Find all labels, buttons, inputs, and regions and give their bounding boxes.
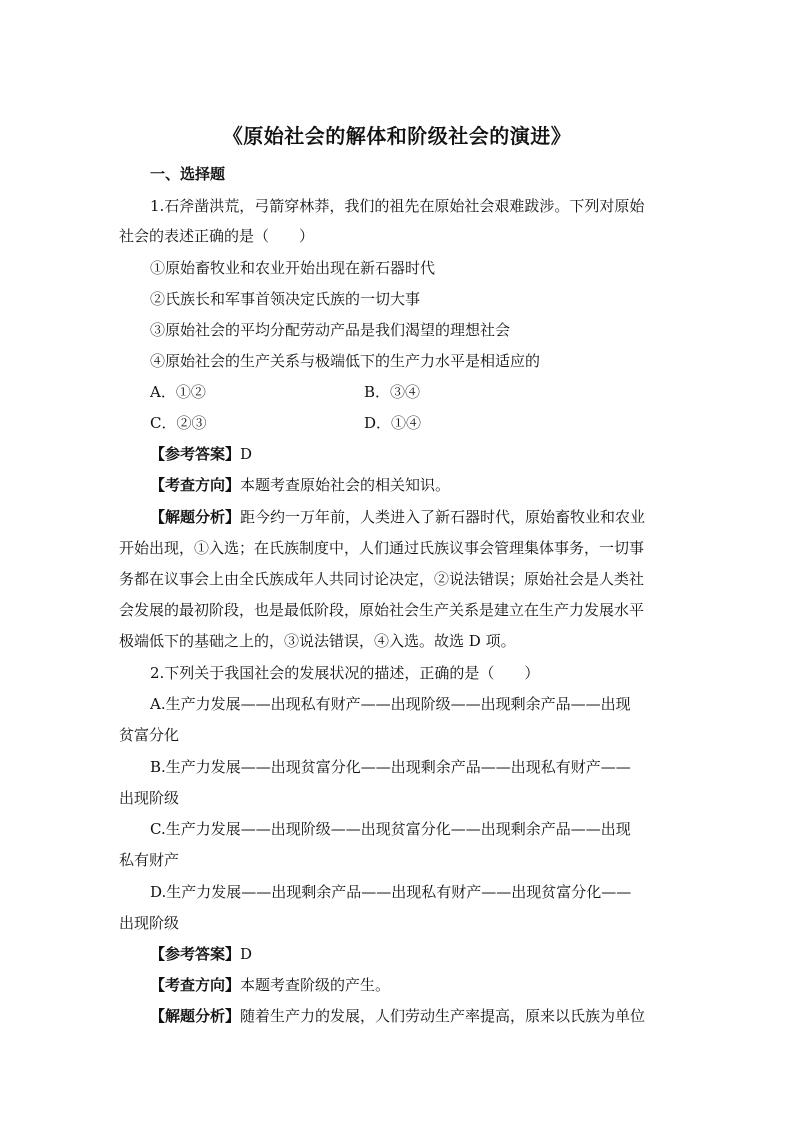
q2-option-d-line1: D.生产力发展——出现剩余产品——出现私有财产——出现贫富分化——: [150, 883, 632, 901]
q1-analysis-line5: 极端低下的基础之上的，③说法错误，④入选。故选 D 项。: [119, 632, 516, 650]
q2-option-a-line2: 贫富分化: [119, 726, 180, 744]
answer-tag: 【参考答案】: [150, 445, 241, 463]
analysis-tag: 【解题分析】: [150, 508, 241, 526]
q1-item-4: ④原始社会的生产关系与极端低下的生产力水平是相适应的: [150, 352, 541, 370]
q2-option-b-line1: B.生产力发展——出现贫富分化——出现剩余产品——出现私有财产——: [150, 758, 631, 776]
answer-value: D: [240, 445, 253, 463]
analysis-text: 随着生产力的发展，人们劳动生产率提高，原来以氏族为单位: [240, 1007, 646, 1025]
q1-stem-line2: 社会的表述正确的是（ ）: [119, 227, 315, 245]
analysis-text: 距今约一万年前，人类进入了新石器时代，原始畜牧业和农业: [240, 508, 646, 526]
q1-direction: [150, 475, 450, 495]
q1-stem-line1: 1.石斧凿洪荒，弓箭穿林莽，我们的祖先在原始社会艰难跋涉。下列对原始: [150, 197, 645, 215]
answer-tag: 【参考答案】: [150, 945, 241, 963]
q1-analysis-line4: 会发展的最初阶段，也是最低阶段，原始社会生产关系是建立在生产力发展水平: [119, 601, 645, 619]
q1-answer: [150, 444, 252, 464]
q2-option-a-line1: A.生产力发展——出现私有财产——出现阶级——出现剩余产品——出现: [150, 695, 631, 713]
section-heading: 一、选择题: [150, 165, 226, 183]
direction-text: 本题考查阶级的产生。: [240, 976, 391, 994]
q1-analysis-line3: 务都在议事会上由全氏族成年人共同讨论决定，②说法错误；原始社会是人类社: [119, 570, 645, 588]
document-title: 《原始社会的解体和阶级社会的演进》: [222, 124, 572, 148]
q1-item-3: ③原始社会的平均分配劳动产品是我们渴望的理想社会: [150, 321, 511, 339]
q1-item-1: ①原始畜牧业和农业开始出现在新石器时代: [150, 259, 436, 277]
q1-analysis-line2: 开始出现，①入选；在氏族制度中，人们通过氏族议事会管理集体事务，一切事: [119, 539, 645, 557]
q1-option-a: A．①②: [150, 383, 206, 401]
q1-option-b: B．③④: [364, 383, 421, 401]
direction-tag: 【考查方向】: [150, 476, 241, 494]
q2-direction: [150, 975, 390, 995]
q2-option-c-line2: 私有财产: [119, 851, 180, 869]
q1-option-c: C．②③: [150, 414, 207, 432]
q2-analysis-line1: [150, 1006, 645, 1026]
answer-value: D: [240, 945, 253, 963]
q2-option-b-line2: 出现阶级: [119, 789, 180, 807]
q1-option-d: D．①④: [364, 414, 422, 432]
q2-stem: 2.下列关于我国社会的发展状况的描述，正确的是（ ）: [150, 664, 540, 682]
q2-option-d-line2: 出现阶级: [119, 914, 180, 932]
direction-tag: 【考查方向】: [150, 976, 241, 994]
q2-option-c-line1: C.生产力发展——出现阶级——出现贫富分化——出现剩余产品——出现: [150, 820, 631, 838]
direction-text: 本题考查原始社会的相关知识。: [240, 476, 451, 494]
q2-answer: [150, 944, 252, 964]
q1-item-2: ②氏族长和军事首领决定氏族的一切大事: [150, 290, 421, 308]
q1-analysis-line1: [150, 507, 645, 527]
analysis-tag: 【解题分析】: [150, 1007, 241, 1025]
